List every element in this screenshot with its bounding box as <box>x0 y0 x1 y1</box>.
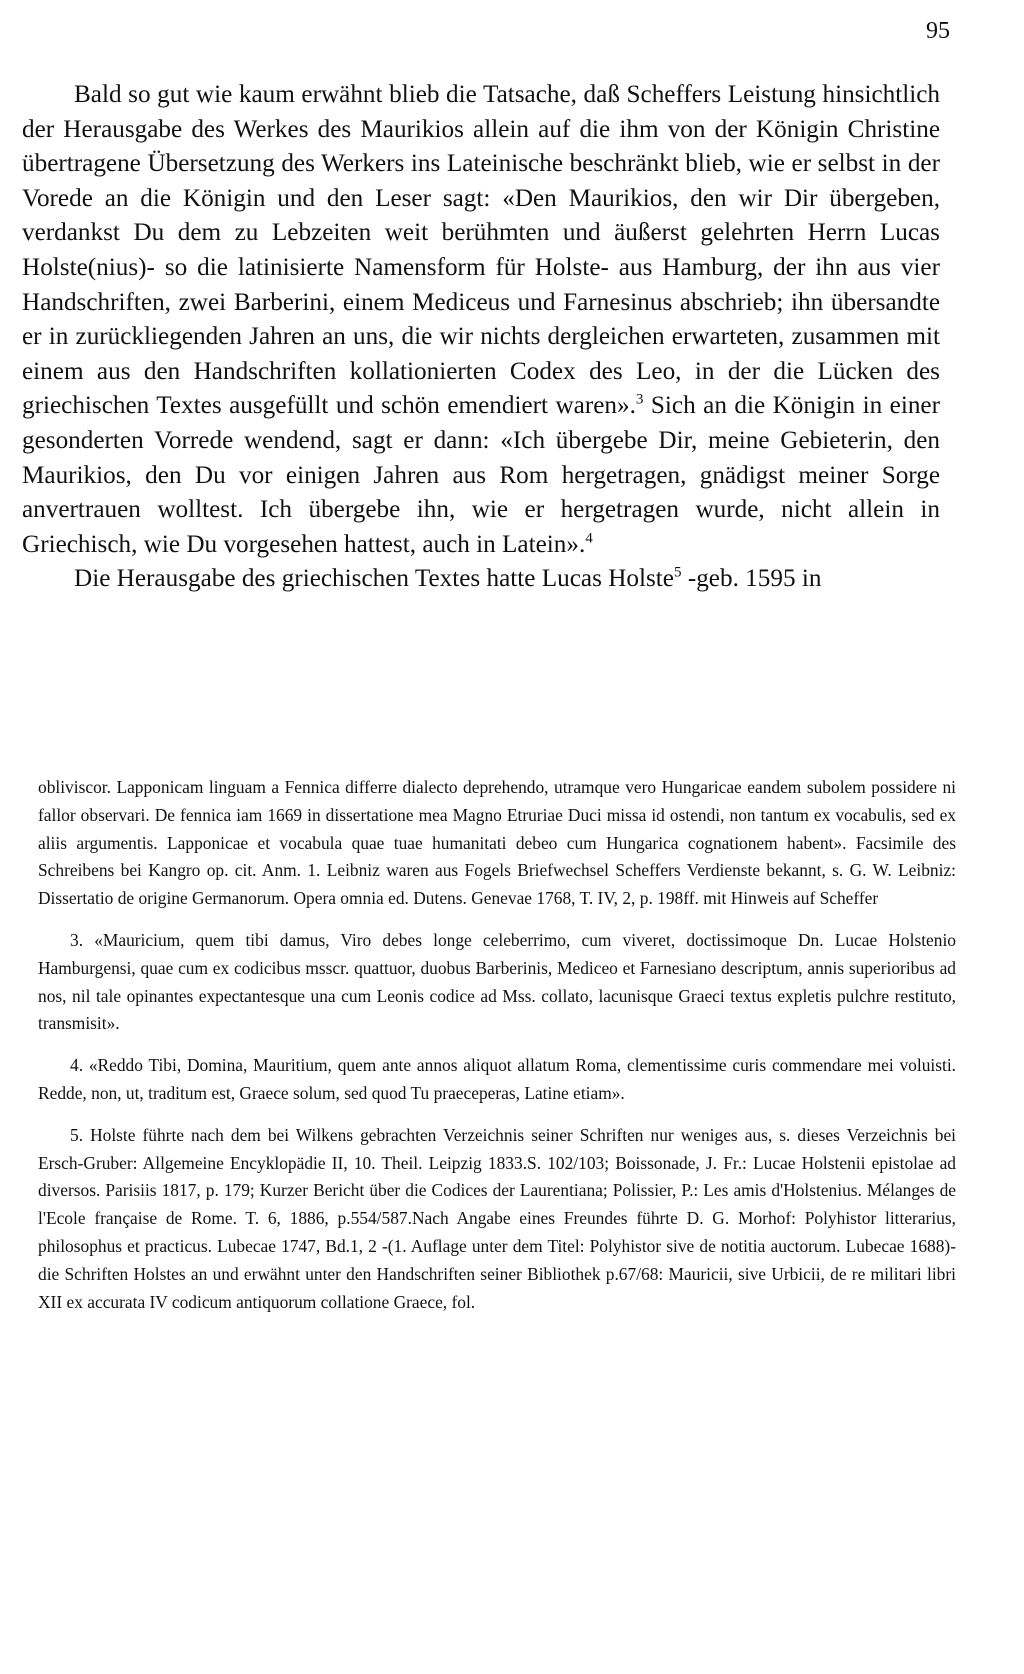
paragraph-1-text-b: Sich an die Königin in einer gesonderten Vorrede wendend, sagt er dann: «Ich übergebe Dir, meine Gebieterin, den Maurikios, den Du vor einigen Jahren aus Rom hergetragen, gnädigst meiner Sorge anvertrauen wolltest. Ich übergebe ihn, wie er hergetragen wurde, nicht allein in Griechisch, wie Du vorgesehen hattest, auch in Latein». <box>22 392 940 558</box>
footnote-ref-3: 3 <box>635 391 644 408</box>
paragraph-1-text-a: Bald so gut wie kaum erwähnt blieb die Tatsache, daß Scheffers Leistung hinsichtlich der Herausgabe des Werkes des Maurikios allein auf die ihm von der Königin Christine übertragene Übersetzung des Werkers ins Lateinische beschränkt blieb, wie er selbst in der Vorede an die Königin und den Leser sagt: «Den Maurikios, den wir Dir übergeben, verdankst Du dem zu Lebzeiten weit berühmten und äußerst gelehrten Herrn Lucas Holste(nius)- so die latinisierte Namensform für Holste- aus Hamburg, der ihn aus vier Handschriften, zwei Barberini, einem Mediceus und Farnesinus abschrieb; ihn übersandte er in zurückliegenden Jahren an uns, die wir nichts dergleichen erwarteten, zusammen mit einem aus den Handschriften kollationierten Codex des Leo, in der die Lücken des griechischen Textes ausgefüllt und schön emendiert waren». <box>22 81 940 420</box>
paragraph-1 <box>22 78 940 562</box>
paragraph-2 <box>22 562 940 597</box>
page-number: 95 <box>926 18 950 44</box>
footnote-continuation: obliviscor. Lapponicam linguam a Fennica differre dialecto deprehendo, utramque vero Hungaricae eandem subolem possidere ni fallor observari. De fennica iam 1669 in dissertatione mea Magno Etruriae Duci missa id ostendi, non tantum ex vocabulis, sed ex aliis argumentis. Lapponicae et vocabula quae tuae humanitati debeo cum Hungarica cognationem habent». Facsimile des Schreibens bei Kangro op. cit. Anm. 1. Leibniz waren aus Fogels Briefwechsel Scheffers Verdienste bekannt, s. G. W. Leibniz: Dissertatio de origine Germanorum. Opera omnia ed. Dutens. Genevae 1768, T. IV, 2, p. 198ff. mit Hinweis auf Scheffer <box>38 777 956 909</box>
footnotes <box>38 774 956 1316</box>
footnote-4: 4. «Reddo Tibi, Domina, Mauritium, quem ante annos aliquot allatum Roma, clementissime curis commendare mei voluisti. Redde, non, ut, traditum est, Graece solum, sed quod Tu praeceperas, Latine etiam». <box>38 1055 956 1103</box>
footnote-ref-4: 4 <box>585 530 593 547</box>
paragraph-2-text-b: -geb. 1595 in <box>681 565 822 593</box>
footnote-ref-5: 5 <box>673 564 682 581</box>
footnote-5: 5. Holste führte nach dem bei Wilkens gebrachten Verzeichnis seiner Schriften nur weniges aus, s. dieses Verzeichnis bei Ersch-Gruber: Allgemeine Encyklopädie II, 10. Theil. Leipzig 1833.S. 102/103; Boissonade, J. Fr.: Lucae Holstenii epistolae ad diversos. Parisiis 1817, p. 179; Kurzer Bericht über die Codices der Laurentiana; Polissier, P.: Les amis d'Holstenius. Mélanges de l'Ecole française de Rome. T. 6, 1886, p.554/587.Nach Angabe eines Freundes führte D. G. Morhof: Polyhistor litterarius, philosophus et practicus. Lubecae 1747, Bd.1, 2 -(1. Auflage unter dem Titel: Polyhistor sive de notitia auctorum. Lubecae 1688)- die Schriften Holstes an und erwähnt unter den Handschriften seiner Bibliothek p.67/68: Mauricii, sive Urbicii, de re militari libri XII ex accurata IV codicum antiquorum collatione Graece, fol. <box>38 1124 956 1312</box>
paragraph-2-text-a: Die Herausgabe des griechischen Textes hatte Lucas Holste <box>74 565 674 593</box>
footnote-3: 3. «Mauricium, quem tibi damus, Viro debes longe celeberrimo, cum viveret, doctissimoque Dn. Lucae Holstenio Hamburgensi, quae cum ex codicibus msscr. quattuor, duobus Barberinis, Mediceo et Farnesiano descriptum, annis superioribus ad nos, nil tale opinantes expectantesque una cum Leonis codice ad Mss. collato, lacunisque Graeci textus expletis pulchre restituto, transmisit». <box>38 929 956 1034</box>
main-text <box>22 78 940 597</box>
